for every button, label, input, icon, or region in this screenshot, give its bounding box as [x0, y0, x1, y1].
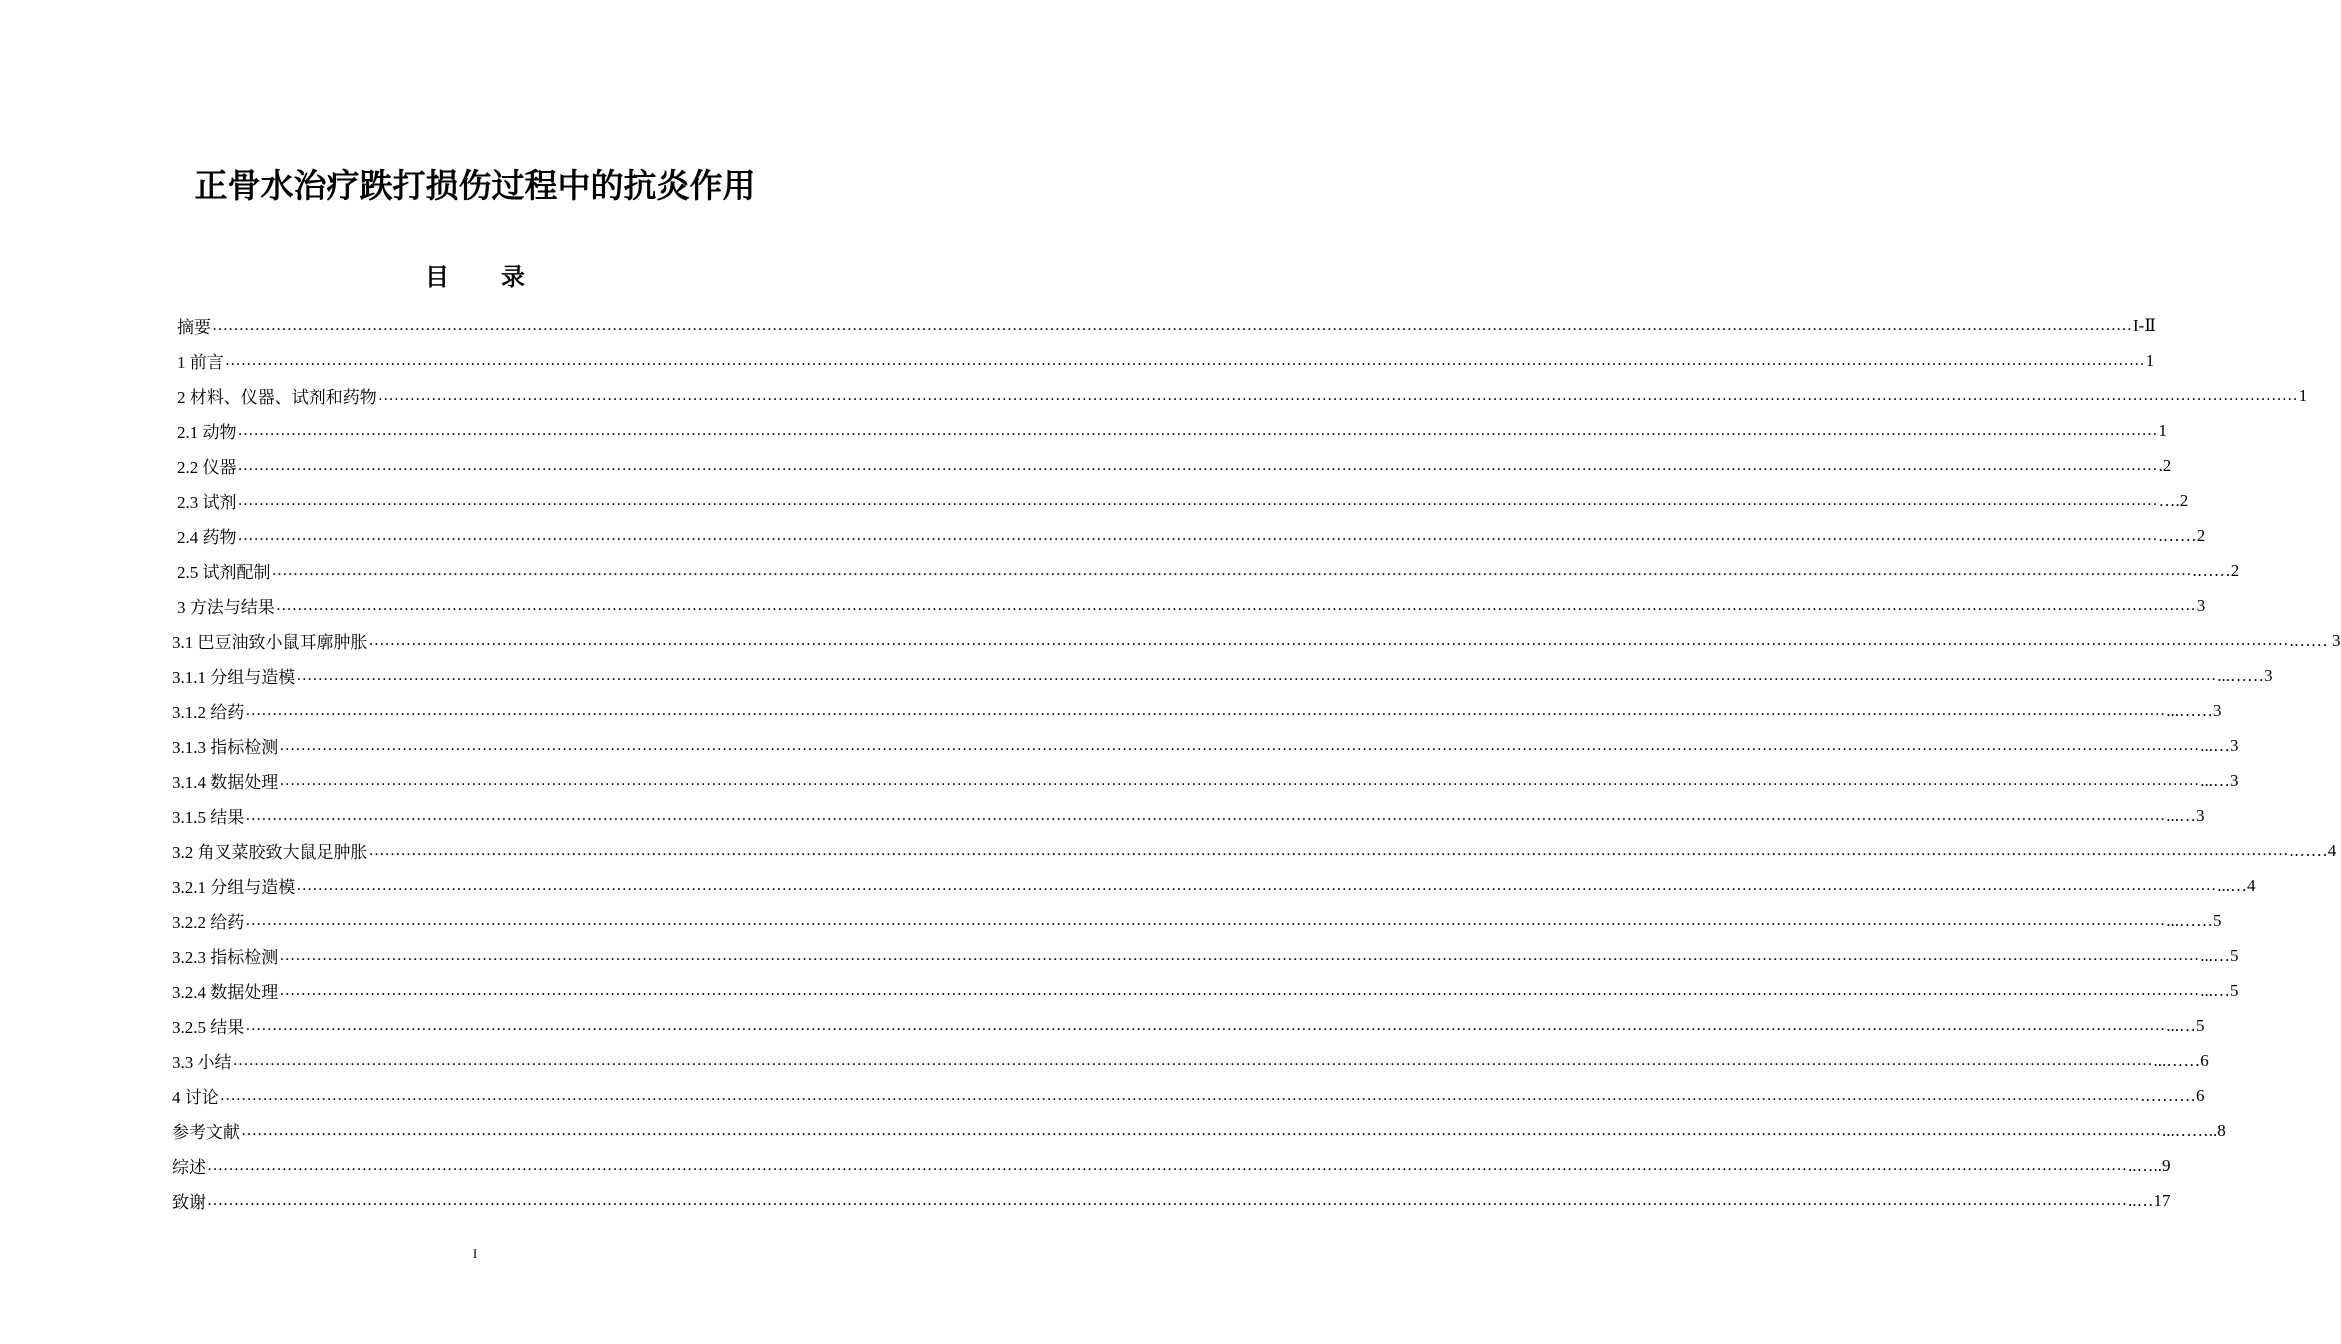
toc-entry-label: 综述 [172, 1158, 206, 1177]
toc-entry-page: 3 [2196, 595, 2206, 615]
toc-entry-label: 3.2.5 结果 [172, 1018, 245, 1037]
toc-entry[interactable] [172, 1183, 2171, 1218]
toc-entry[interactable] [172, 658, 2273, 693]
toc-entry-label: 3.1.2 给药 [172, 703, 245, 722]
toc-entry-label: 3.1.5 结果 [172, 808, 245, 827]
toc-entry-page: ..…..9 [2128, 1155, 2171, 1175]
toc-leader-dots: ……………………………………………………………………………………………………………………………………………………………………………………………………………………………………………………………………………………………………………………………… [368, 631, 2289, 649]
document-title: 正骨水治疗跌打损伤过程中的抗炎作用 [194, 166, 756, 205]
toc-entry[interactable] [177, 413, 2167, 448]
toc-entry-label: 3.2.3 指标检测 [172, 948, 279, 967]
toc-entry[interactable] [172, 868, 2256, 903]
toc-entry-label: 3 方法与结果 [177, 598, 275, 617]
toc-entry-page: .……2 [2192, 560, 2240, 580]
toc-entry[interactable] [172, 833, 2337, 868]
toc-entry-label: 3.2.4 数据处理 [172, 983, 279, 1002]
toc-entry[interactable] [177, 308, 2156, 343]
toc-leader-dots: ……………………………………………………………………………………………………………………………………………………………………………………………………………………………………………………………………………………………………………………………… [296, 666, 2217, 684]
toc-entry-page: ...…5 [2200, 980, 2239, 1000]
toc-entry[interactable] [177, 378, 2308, 413]
toc-entry-page: .…… 3 [2289, 630, 2341, 650]
toc-entry-label: 致谢 [172, 1193, 206, 1212]
toc-leader-dots: ……………………………………………………………………………………………………………………………………………………………………………………………………………………………………………………………………………………………………………………………… [207, 1191, 2127, 1209]
toc-entry-label: 2.1 动物 [177, 423, 237, 442]
toc-entry[interactable] [172, 1113, 2226, 1148]
toc-entry[interactable] [172, 938, 2239, 973]
page-number: I [472, 1246, 478, 1261]
toc-entry-page: 1 [2298, 385, 2308, 405]
toc-entry-page: .……2 [2158, 525, 2206, 545]
toc-leader-dots: ……………………………………………………………………………………………………………………………………………………………………………………………………………………………………………………………………………………………………………………………… [271, 561, 2192, 579]
toc-entry-label: 摘要 [177, 318, 211, 337]
toc-leader-dots: ……………………………………………………………………………………………………………………………………………………………………………………………………………………………………………………………………………………………………………………………… [245, 911, 2166, 929]
toc-entry-page: ...……6 [2153, 1050, 2209, 1070]
toc-entry[interactable] [172, 973, 2239, 1008]
toc-entry[interactable] [172, 623, 2341, 658]
toc-leader-dots: ……………………………………………………………………………………………………………………………………………………………………………………………………………………………………………………………………………………………………………………………… [237, 456, 2158, 474]
toc-leader-dots: ……………………………………………………………………………………………………………………………………………………………………………………………………………………………………………………………………………………………………………………………… [296, 876, 2217, 894]
toc-entry[interactable] [172, 903, 2222, 938]
toc-entry[interactable] [177, 518, 2206, 553]
toc-entry-label: 4 讨论 [172, 1088, 219, 1107]
toc-entry-page: ...…3 [2200, 770, 2239, 790]
toc-leader-dots: ……………………………………………………………………………………………………………………………………………………………………………………………………………………………………………………………………………………………………………………………… [207, 1156, 2127, 1174]
toc-leader-dots: ……………………………………………………………………………………………………………………………………………………………………………………………………………………………………………………………………………………………………………………………… [237, 421, 2158, 439]
toc-leader-dots: ……………………………………………………………………………………………………………………………………………………………………………………………………………………………………………………………………………………………………………………………… [368, 841, 2289, 859]
toc-entry-page: 1 [2145, 350, 2155, 370]
toc-entry[interactable] [177, 343, 2155, 378]
toc-leader-dots: ……………………………………………………………………………………………………………………………………………………………………………………………………………………………………………………………………………………………………………………………… [224, 351, 2145, 369]
toc-heading-right: 录 [501, 263, 525, 291]
toc-entry[interactable] [172, 1043, 2209, 1078]
toc-entry[interactable] [177, 483, 2189, 518]
toc-heading [0, 258, 950, 296]
toc-entry-page: ...…4 [2217, 875, 2256, 895]
toc-entry-label: 1 前言 [177, 353, 224, 372]
toc-entry[interactable] [172, 798, 2205, 833]
toc-leader-dots: ……………………………………………………………………………………………………………………………………………………………………………………………………………………………………………………………………………………………………………………………… [275, 596, 2196, 614]
toc-entry-label: 3.2.2 给药 [172, 913, 245, 932]
toc-entry-label: 参考文献 [172, 1123, 240, 1142]
toc-leader-dots: ……………………………………………………………………………………………………………………………………………………………………………………………………………………………………………………………………………………………………………………………… [245, 806, 2166, 824]
toc-entry-page: ...……3 [2217, 665, 2273, 685]
toc-entry-page: ...……..8 [2162, 1120, 2226, 1140]
toc-entry-page: 1 [2158, 420, 2167, 440]
toc-entry[interactable] [172, 693, 2222, 728]
toc-leader-dots: ……………………………………………………………………………………………………………………………………………………………………………………………………………………………………………………………………………………………………………………………… [279, 946, 2200, 964]
toc-leader-dots: ……………………………………………………………………………………………………………………………………………………………………………………………………………………………………………………………………………………………………………………………… [212, 316, 2132, 334]
toc-entry-label: 3.2.1 分组与造模 [172, 878, 296, 897]
toc-leader-dots: ……………………………………………………………………………………………………………………………………………………………………………………………………………………………………………………………………………………………………………………………… [245, 1016, 2166, 1034]
toc-leader-dots: ……………………………………………………………………………………………………………………………………………………………………………………………………………………………………………………………………………………………………………………………… [279, 771, 2200, 789]
toc-entry-page: ...…3 [2200, 735, 2239, 755]
toc-entry[interactable] [172, 763, 2239, 798]
toc-entry-label: 3.2 角叉菜胶致大鼠足肿胀 [172, 843, 368, 862]
toc-entry-label: 3.1.1 分组与造模 [172, 668, 296, 687]
toc-entry-label: 2 材料、仪器、试剂和药物 [177, 388, 377, 407]
toc-entry-label: 2.4 药物 [177, 528, 237, 547]
toc-entry-label: 2.2 仪器 [177, 458, 237, 477]
toc-entry-label: 2.3 试剂 [177, 493, 237, 512]
toc-entry-page: .………6 [2140, 1085, 2205, 1105]
toc-leader-dots: ……………………………………………………………………………………………………………………………………………………………………………………………………………………………………………………………………………………………………………………………… [377, 386, 2298, 404]
toc-entry[interactable] [172, 728, 2239, 763]
toc-entry-label: 3.1 巴豆油致小鼠耳廓肿胀 [172, 633, 368, 652]
toc-entry-label: 3.1.4 数据处理 [172, 773, 279, 792]
toc-entry[interactable] [172, 1078, 2205, 1113]
toc-entry-page: .2 [2158, 455, 2172, 475]
toc-entry[interactable] [177, 553, 2240, 588]
toc-leader-dots: ……………………………………………………………………………………………………………………………………………………………………………………………………………………………………………………………………………………………………………………………… [245, 701, 2166, 719]
toc-entry-page: ...……5 [2166, 910, 2222, 930]
toc-entry[interactable] [177, 448, 2172, 483]
toc-leader-dots: ……………………………………………………………………………………………………………………………………………………………………………………………………………………………………………………………………………………………………………………………… [241, 1121, 2161, 1139]
toc-leader-dots: ……………………………………………………………………………………………………………………………………………………………………………………………………………………………………………………………………………………………………………………………… [237, 491, 2158, 509]
toc-entry[interactable] [172, 1008, 2205, 1043]
toc-entry-page: ….2 [2158, 490, 2189, 510]
toc-entry-page: ...…3 [2166, 805, 2205, 825]
toc-entry-page: ...…5 [2166, 1015, 2205, 1035]
toc-leader-dots: ……………………………………………………………………………………………………………………………………………………………………………………………………………………………………………………………………………………………………………………………… [219, 1086, 2140, 1104]
toc-entry-label: 2.5 试剂配制 [177, 563, 271, 582]
toc-entry[interactable] [172, 1148, 2171, 1183]
toc-entry-page: ..…17 [2128, 1190, 2171, 1210]
toc-entry-page: I-Ⅱ [2133, 315, 2156, 335]
toc-entry-label: 3.3 小结 [172, 1053, 232, 1072]
toc-leader-dots: ……………………………………………………………………………………………………………………………………………………………………………………………………………………………………………………………………………………………………………………………… [232, 1051, 2153, 1069]
toc-leader-dots: ……………………………………………………………………………………………………………………………………………………………………………………………………………………………………………………………………………………………………………………………… [237, 526, 2158, 544]
toc-leader-dots: ……………………………………………………………………………………………………………………………………………………………………………………………………………………………………………………………………………………………………………………………… [279, 736, 2200, 754]
toc-entry-page: ...…5 [2200, 945, 2239, 965]
toc-heading-left: 目 [425, 263, 449, 291]
toc-entry[interactable] [177, 588, 2206, 623]
toc-leader-dots: ……………………………………………………………………………………………………………………………………………………………………………………………………………………………………………………………………………………………………………………………… [279, 981, 2200, 999]
toc-entry-page: .……4 [2289, 840, 2337, 860]
toc-entry-page: ...……3 [2166, 700, 2222, 720]
toc-entry-label: 3.1.3 指标检测 [172, 738, 279, 757]
